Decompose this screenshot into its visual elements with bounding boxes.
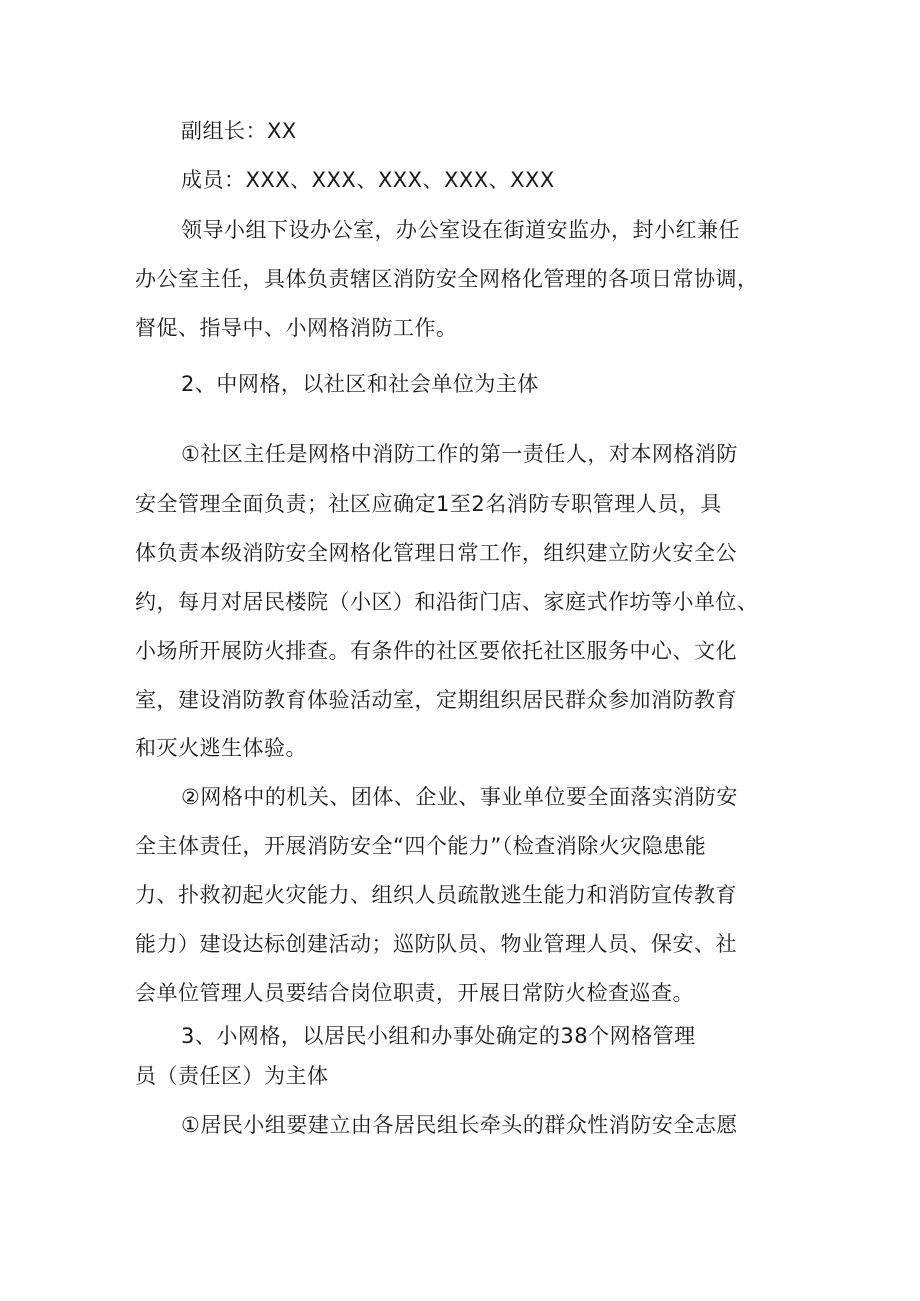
text-line: ①居民小组要建立由各居民组长牵头的群众性消防安全志愿 [181, 1113, 738, 1137]
text-line: 会单位管理人员要结合岗位职责，开展日常防火检查巡查。 [135, 981, 694, 1005]
text-line: 力、扑救初起火灾能力、组织人员疏散逃生能力和消防宣传教育 [135, 883, 737, 907]
text-line: 室，建设消防教育体验活动室，定期组织居民群众参加消防教育 [135, 688, 737, 712]
text-line: 督促、指导中、小网格消防工作。 [135, 316, 458, 340]
text-line: 和灭火逃生体验。 [135, 736, 307, 760]
text-line: 领导小组下设办公室，办公室设在街道安监办，封小红兼任 [181, 218, 740, 242]
text-line: 小场所开展防火排查。有条件的社区要依托社区服务中心、文化 [135, 639, 737, 663]
text-line: ②网格中的机关、团体、企业、事业单位要全面落实消防安 [181, 785, 738, 809]
text-line: 能力）建设达标创建活动；巡防队员、物业管理人员、保安、社 [135, 932, 737, 956]
section-heading: 3、小网格，以居民小组和办事处确定的38个网格管理 [181, 1024, 696, 1048]
section-heading: 2、中网格，以社区和社会单位为主体 [181, 372, 539, 396]
text-line: ①社区主任是网格中消防工作的第一责任人，对本网格消防 [181, 442, 738, 466]
members-line: 成员：XXX、XXX、XXX、XXX、XXX [181, 168, 555, 192]
text-line: 全主体责任，开展消防安全“四个能力”（检查消除火灾隐患能 [135, 834, 707, 858]
text-line: 安全管理全面负责；社区应确定1至2名消防专职管理人员，具 [135, 492, 722, 516]
text-line: 办公室主任，具体负责辖区消防安全网格化管理的各项日常协调， [135, 267, 759, 291]
deputy-leader-line: 副组长：XX [181, 119, 297, 143]
section-heading-cont: 员（责任区）为主体 [135, 1064, 329, 1088]
text-line: 体负责本级消防安全网格化管理日常工作，组织建立防火安全公 [135, 541, 737, 565]
text-line: 约，每月对居民楼院（小区）和沿街门店、家庭式作坊等小单位、 [135, 590, 759, 614]
